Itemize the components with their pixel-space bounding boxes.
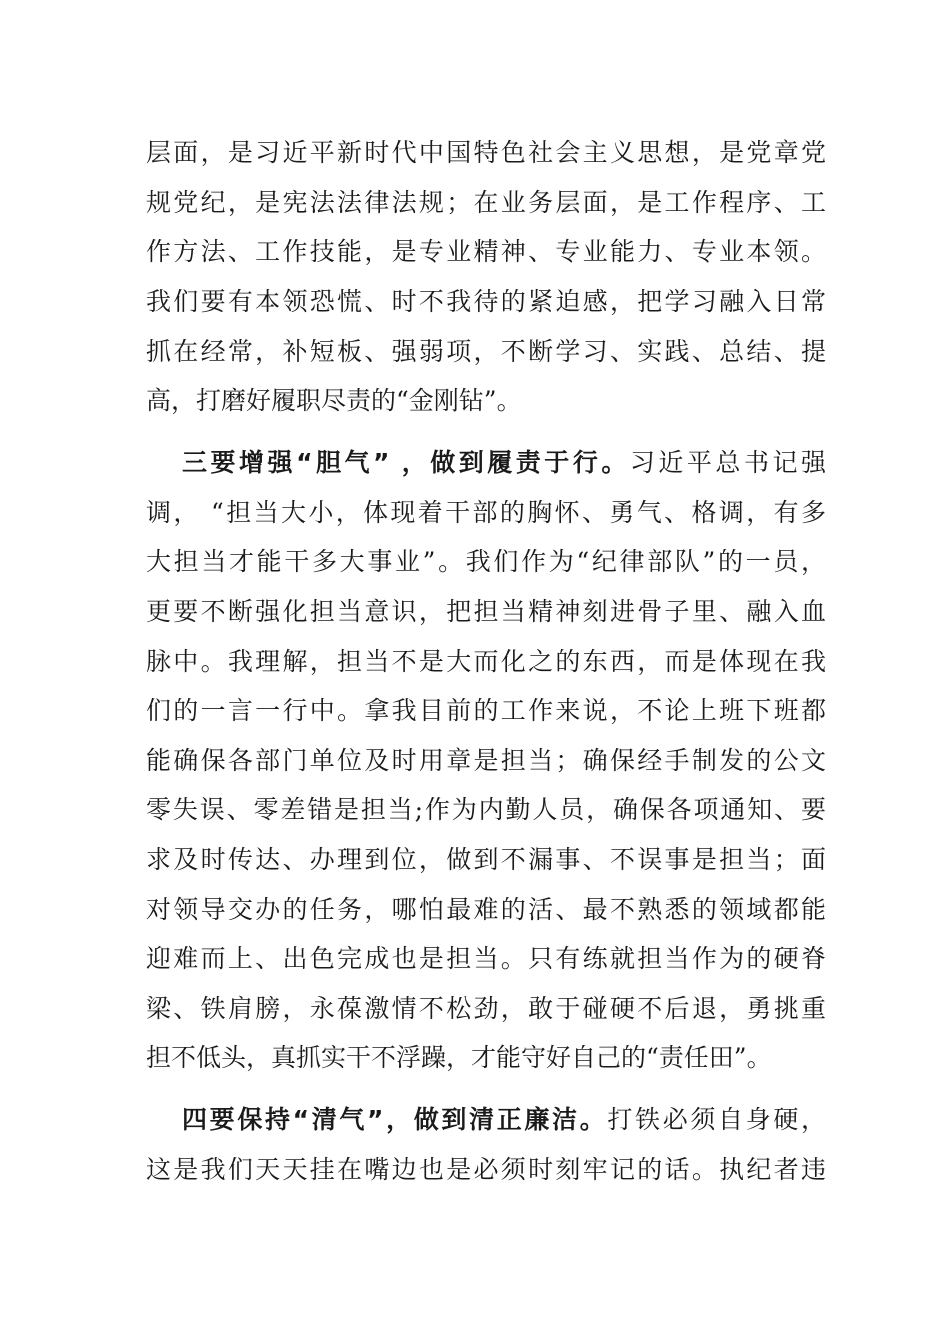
paragraph-heading: 四要保持“清气”，做到清正廉洁。 bbox=[182, 1105, 608, 1134]
paragraph-line: 层面，是习近平新时代中国特色社会主义思想，是党章党 bbox=[146, 138, 826, 167]
paragraph-line: 高，打磨好履职尽责的“金刚钻”。 bbox=[146, 386, 522, 415]
paragraph-line: 担不低头，真抓实干不浮躁，才能守好自己的“责任田”。 bbox=[146, 1043, 772, 1072]
paragraph-heading: 三要增强“胆气” ，做到履责于行。 bbox=[182, 448, 630, 477]
paragraph-line: 对领导交办的任务，哪怕最难的活、最不熟悉的领域都能 bbox=[146, 895, 826, 924]
paragraph-text: 打铁必须自身硬， bbox=[607, 1105, 826, 1134]
paragraph-line: 迎难而上、出色完成也是担当。只有练就担当作为的硬脊 bbox=[146, 944, 826, 973]
paragraph-first-line bbox=[182, 1100, 826, 1140]
paragraph-line: 大担当才能干多大事业”。我们作为“纪律部队”的一员， bbox=[146, 547, 826, 576]
paragraph-line: 作方法、工作技能，是专业精神、专业能力、专业本领。 bbox=[146, 237, 826, 266]
paragraph-line: 零失误、零差错是担当;作为内勤人员，确保各项通知、要 bbox=[146, 795, 826, 824]
paragraph-line: 能确保各部门单位及时用章是担当；确保经手制发的公文 bbox=[146, 746, 826, 775]
paragraph-line: 梁、铁肩膀，永葆激情不松劲，敢于碰硬不后退，勇挑重 bbox=[146, 994, 826, 1023]
paragraph-line: 我们要有本领恐慌、时不我待的紧迫感，把学习融入日常 bbox=[146, 287, 826, 316]
paragraph-line: 们的一言一行中。拿我目前的工作来说，不论上班下班都 bbox=[146, 696, 826, 725]
paragraph-text: 习近平总书记强 bbox=[629, 448, 826, 477]
paragraph-line: 调， “担当大小，体现着干部的胸怀、勇气、格调，有多 bbox=[146, 498, 826, 527]
paragraph-line: 抓在经常，补短板、强弱项，不断学习、实践、总结、提 bbox=[146, 337, 826, 366]
paragraph-line: 这是我们天天挂在嘴边也是必须时刻牢记的话。执纪者违 bbox=[146, 1155, 826, 1184]
paragraph-line: 更要不断强化担当意识，把担当精神刻进骨子里、融入血 bbox=[146, 597, 826, 626]
paragraph-first-line bbox=[182, 443, 826, 483]
paragraph-line: 脉中。我理解，担当不是大而化之的东西，而是体现在我 bbox=[146, 647, 826, 676]
paragraph-line: 求及时传达、办理到位，做到不漏事、不误事是担当；面 bbox=[146, 845, 826, 874]
paragraph-line: 规党纪，是宪法法律法规；在业务层面，是工作程序、工 bbox=[146, 188, 826, 217]
